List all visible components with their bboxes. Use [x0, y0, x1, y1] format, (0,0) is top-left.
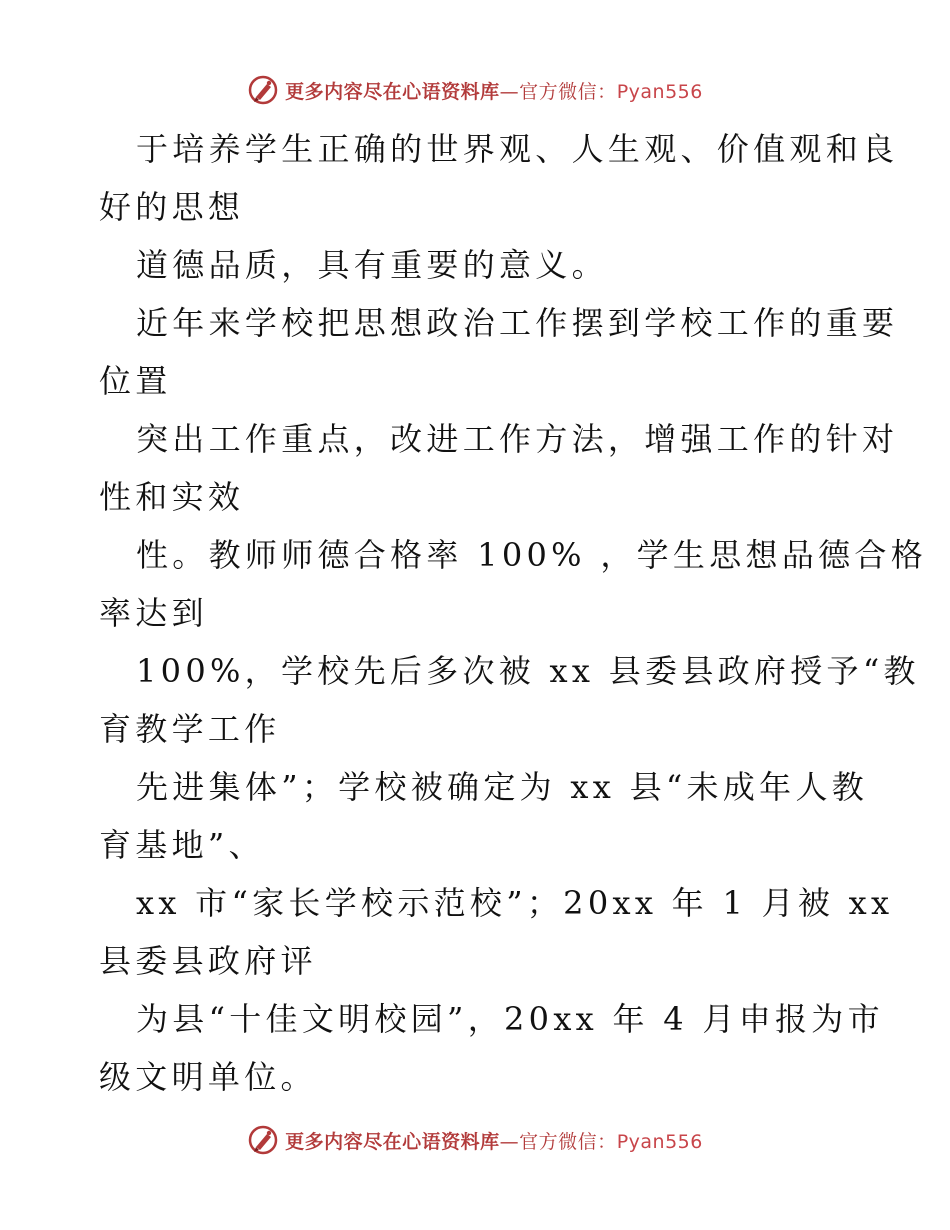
body-line: 突出工作重点，改进工作方法，增强工作的针对 — [136, 420, 899, 458]
pen-logo-icon — [247, 74, 279, 106]
watermark-separator: — — [499, 80, 520, 103]
document-body — [99, 120, 928, 1106]
body-line: 为县“十佳文明校园”，20xx 年 4 月申报为市 — [136, 1000, 884, 1038]
watermark-brand: 更多内容尽在心语资料库 — [285, 1130, 500, 1153]
body-line: 先进集体”；学校被确定为 xx 县“未成年人教 — [136, 768, 869, 806]
body-line: 性和实效 — [99, 478, 245, 516]
watermark-text — [285, 77, 703, 104]
watermark-handle: Pyan556 — [616, 1130, 703, 1153]
body-line: 100%，学校先后多次被 xx 县委县政府授予“教 — [136, 652, 920, 690]
body-line: 性。教师师德合格率 100% ，学生思想品德合格 — [136, 536, 928, 574]
watermark-official: 官方微信： — [519, 80, 617, 103]
header-watermark — [0, 73, 950, 107]
footer-watermark — [0, 1123, 950, 1157]
body-line: 道德品质，具有重要的意义。 — [136, 246, 608, 284]
pen-logo-icon — [247, 1124, 279, 1156]
body-line: 育基地”、 — [99, 826, 265, 864]
body-line: 级文明单位。 — [99, 1058, 317, 1096]
watermark-brand: 更多内容尽在心语资料库 — [285, 80, 500, 103]
body-line: 于培养学生正确的世界观、人生观、价值观和良 — [136, 130, 899, 168]
watermark-official: 官方微信： — [519, 1130, 617, 1153]
body-line: 率达到 — [99, 594, 208, 632]
watermark-text — [285, 1127, 703, 1154]
body-line: 育教学工作 — [99, 710, 281, 748]
body-line: 近年来学校把思想政治工作摆到学校工作的重要 — [136, 304, 899, 342]
watermark-handle: Pyan556 — [616, 80, 703, 103]
body-line: xx 市“家长学校示范校”；20xx 年 1 月被 xx — [136, 884, 894, 922]
body-line: 好的思想 — [99, 188, 245, 226]
watermark-separator: — — [499, 1130, 520, 1153]
body-line: 县委县政府评 — [99, 942, 317, 980]
body-line: 位置 — [99, 362, 172, 400]
